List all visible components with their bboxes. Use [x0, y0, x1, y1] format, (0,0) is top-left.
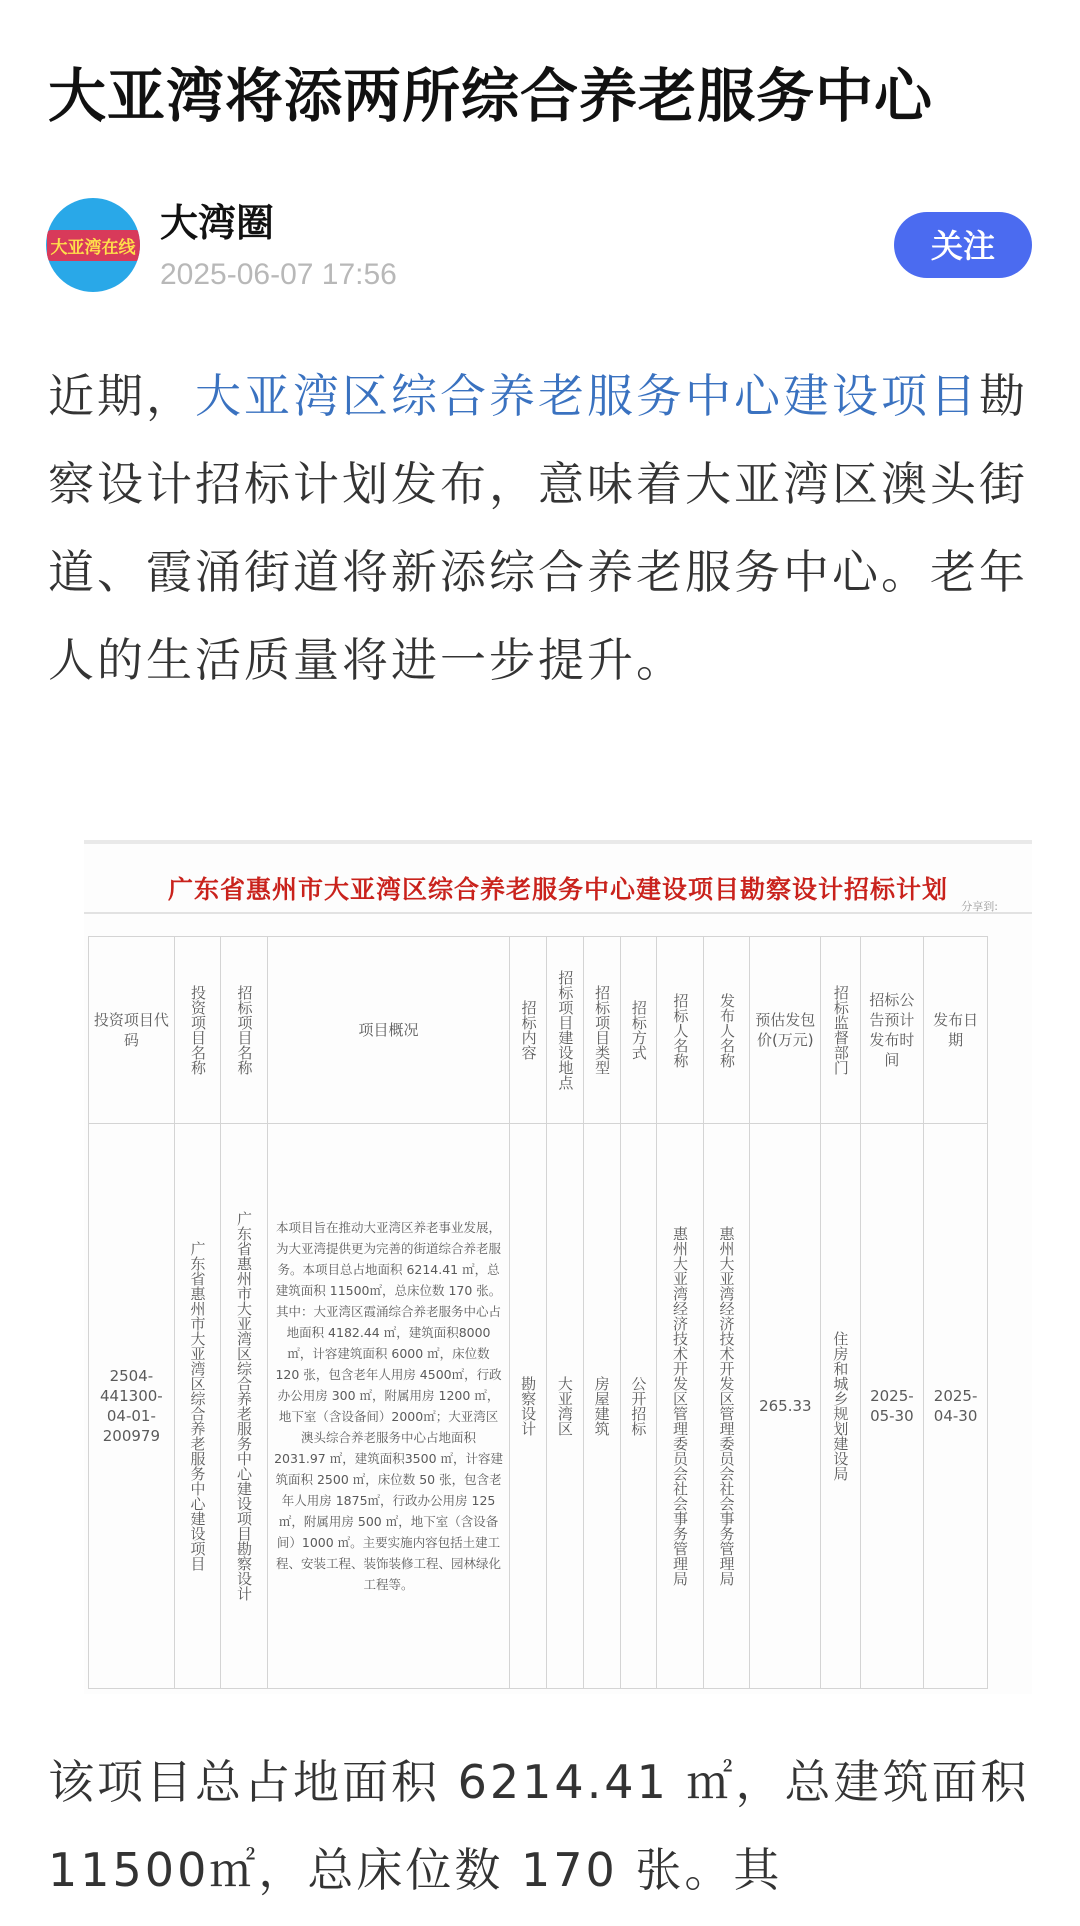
- cell-expected-date: 2025-05-30: [870, 1387, 914, 1425]
- cell-content: 勘察设计: [519, 1376, 538, 1436]
- cell-price: 265.33: [759, 1397, 812, 1415]
- header-cell: 招标内容: [519, 1000, 538, 1060]
- tender-plan-table: [88, 936, 988, 1689]
- paragraph-prefix: 近期，: [48, 369, 195, 423]
- header-cell: 招标项目类型: [593, 985, 612, 1075]
- header-cell: 发布日期: [933, 1011, 979, 1049]
- cell-bid-name: 广东省惠州市大亚湾区综合养老服务中心建设项目勘察设计: [235, 1211, 254, 1601]
- author-name[interactable]: 大湾圈: [160, 201, 275, 245]
- header-cell: 招标项目建设地点: [556, 970, 575, 1090]
- publish-date: 2025-06-07 17:56: [160, 258, 397, 291]
- avatar[interactable]: [46, 198, 140, 292]
- cell-overview: 本项目旨在推动大亚湾区养老事业发展，为大亚湾提供更为完善的街道综合养老服务。本项目总占地面积 6214.41 ㎡，总建筑面积 11500㎡，总床位数 170 张。其中：大亚湾区霞涌综合养老服务中心占地面积 4182.44 ㎡，建筑面积8000 ㎡，计容建筑面积 6000 ㎡，床位数 120 张，包含老年人用房 4500㎡，行政办公用房 300 ㎡，附属用房 1200 ㎡，地下室（含设备间）2000㎡；大亚湾区澳头综合养老服务中心占地面积 2031.97 ㎡，建筑面积3500 ㎡，计容建筑面积 2500 ㎡，床位数 50 张，包含老年人用房 1875㎡，行政办公用房 125 ㎡，附属用房 500 ㎡，地下室（含设备间）1000 ㎡。主要实施内容包括土建工程、安装工程、装饰装修工程、园林绿化工程等。: [274, 1220, 504, 1592]
- cell-invest-name: 广东省惠州市大亚湾区综合养老服务中心建设项目: [188, 1241, 207, 1571]
- header-cell: 发布人名称: [718, 992, 737, 1068]
- header-cell: 预估发包价(万元): [755, 1011, 816, 1049]
- cell-location: 大亚湾区: [555, 1376, 574, 1436]
- paragraph-rest: 勘察设计招标计划发布，意味着大亚湾区澳头街道、霞涌街道将新添综合养老服务中心。老年人的生活质量将进一步提升。: [48, 369, 1028, 687]
- header-cell: 项目概况: [358, 1021, 419, 1039]
- header-cell: 招标方式: [629, 1000, 648, 1060]
- tender-plan-image[interactable]: [84, 840, 1032, 1694]
- header-cell: 招标人名称: [671, 992, 690, 1068]
- header-cell: 投资项目代码: [93, 1011, 169, 1049]
- cell-tenderer: 惠州大亚湾经济技术开发区管理委员会社会事务管理局: [671, 1226, 689, 1586]
- follow-button[interactable]: 关注: [894, 212, 1032, 278]
- cell-supervisor: 住房和城乡规划建设局: [831, 1331, 850, 1481]
- article-paragraph-1: [48, 352, 1038, 704]
- header-cell: 招标公告预计发布时间: [869, 991, 915, 1069]
- header-cell: 招标项目名称: [235, 985, 254, 1075]
- doc-title-divider: [84, 912, 1032, 914]
- cell-publish-date: 2025-04-30: [933, 1387, 978, 1425]
- table-row: [89, 1124, 988, 1689]
- doc-note: 分享到:: [961, 900, 998, 913]
- cell-code: 2504-441300-04-01-200979: [100, 1367, 163, 1445]
- article-title: 大亚湾将添两所综合养老服务中心: [48, 62, 934, 130]
- project-link[interactable]: 大亚湾区综合养老服务中心建设项目: [195, 369, 979, 423]
- cell-publisher: 惠州大亚湾经济技术开发区管理委员会社会事务管理局: [717, 1226, 736, 1586]
- doc-title: 广东省惠州市大亚湾区综合养老服务中心建设项目勘察设计招标计划: [167, 875, 948, 904]
- cell-method: 公开招标: [629, 1376, 648, 1436]
- cell-type: 房屋建筑: [592, 1376, 611, 1436]
- header-cell: 招标监督部门: [831, 985, 850, 1075]
- avatar-logo-text: 大亚湾在线: [47, 230, 140, 261]
- header-cell: 投资项目名称: [189, 985, 207, 1075]
- table-header-row: [89, 937, 988, 1124]
- article-paragraph-2: 该项目总占地面积 6214.41 ㎡，总建筑面积 11500㎡，总床位数 170 张。其: [48, 1755, 1030, 1897]
